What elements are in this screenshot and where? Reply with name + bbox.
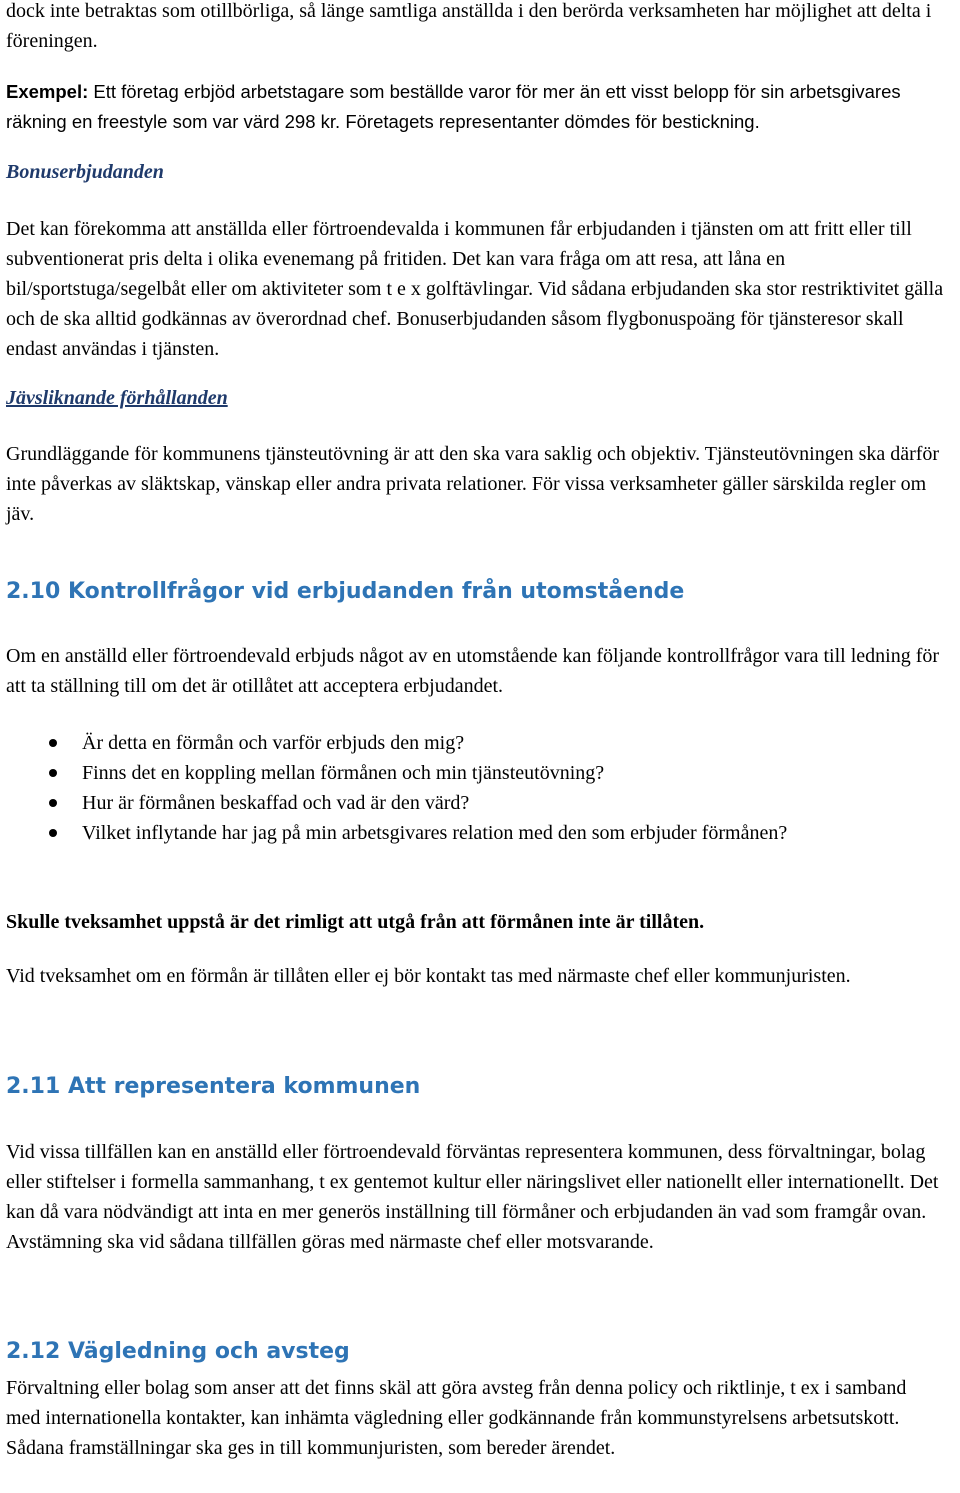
bullet-icon	[49, 739, 57, 747]
bullet-icon	[49, 799, 57, 807]
paragraph-jav: Grundläggande för kommunens tjänsteutövning är att den ska vara saklig och objektiv. Tjänsteutövningen ska därför inte påverkas av släktskap, vänskap eller andra privata relationer. För vissa verksamheter gäller särskilda regler om jäv.	[6, 443, 940, 525]
list-item: Är detta en förmån och varför erbjuds den mig?	[6, 728, 956, 758]
list-item: Vilket inflytande har jag på min arbetsgivares relation med den som erbjuder förmånen?	[6, 818, 956, 848]
paragraph-intro: dock inte betraktas som otillbörliga, så länge samtliga anställda i den berörda verksamheten har möjlighet att delta i föreningen.	[6, 0, 932, 52]
bold-statement: Skulle tveksamhet uppstå är det rimligt att utgå från att förmånen inte är tillåten.	[6, 911, 705, 933]
list-item: Finns det en koppling mellan förmånen och min tjänsteutövning?	[6, 758, 956, 788]
paragraph-bonus: Det kan förekomma att anställda eller förtroendevalda i kommunen får erbjudanden i tjänsten om att fritt eller till subventionerat pris delta i olika evenemang på fritiden. Det kan vara fråga om att resa, att låna en bil/sportstuga/segelbåt eller om aktiviteter som t e x golftävlingar. Vid sådana erbjudanden ska stor restriktivitet gälla och de ska alltid godkännas av överordnad chef. Bonuserbjudanden såsom flygbonuspoäng för tjänsteresor skall endast användas i tjänsten.	[6, 218, 944, 360]
paragraph-2-10-closing: Vid tveksamhet om en förmån är tillåten eller ej bör kontakt tas med närmaste chef eller kommunjuristen.	[6, 965, 851, 987]
bullet-icon	[49, 769, 57, 777]
heading-javsliknande: Jävsliknande förhållanden	[6, 387, 228, 409]
example-label: Exempel:	[6, 81, 89, 102]
paragraph-2-11: Vid vissa tillfällen kan en anställd eller förtroendevald förväntas representera kommunen, dess förvaltningar, bolag eller stiftelser i formella sammanhang, t ex gentemot kultur eller näringslivet eller nationellt eller internationellt. Det kan då vara nödvändigt att inta en mer generös inställning till förmåner och erbjudanden än vad som framgår ovan. Avstämning ska vid sådana tillfällen göras med närmaste chef eller motsvarande.	[6, 1141, 939, 1253]
paragraph-2-12: Förvaltning eller bolag som anser att det finns skäl att göra avsteg från denna policy och riktlinje, t ex i samband med internationella kontakter, kan inhämta vägledning eller godkännande från kommunstyrelsens arbetsutskott. Sådana framställningar ska ges in till kommunjuristen, som bereder ärendet.	[6, 1377, 907, 1459]
control-questions-list	[6, 728, 956, 848]
section-heading-2-11: 2.11 Att representera kommunen	[6, 1074, 421, 1099]
example-paragraph	[6, 77, 956, 137]
bullet-icon	[49, 829, 57, 837]
list-item: Hur är förmånen beskaffad och vad är den värd?	[6, 788, 956, 818]
example-text: Ett företag erbjöd arbetstagare som beställde varor för mer än ett visst belopp för sin arbetsgivares räkning en freestyle som var värd 298 kr. Företagets representanter dömdes för bestickning.	[6, 81, 901, 132]
section-heading-2-10: 2.10 Kontrollfrågor vid erbjudanden från utomstående	[6, 579, 685, 604]
section-heading-2-12: 2.12 Vägledning och avsteg	[6, 1339, 350, 1364]
heading-bonuserbjudanden: Bonuserbjudanden	[6, 161, 164, 183]
paragraph-2-10-intro: Om en anställd eller förtroendevald erbjuds något av en utomstående kan följande kontrollfrågor vara till ledning för att ta ställning till om det är otillåtet att acceptera erbjudandet.	[6, 645, 940, 697]
